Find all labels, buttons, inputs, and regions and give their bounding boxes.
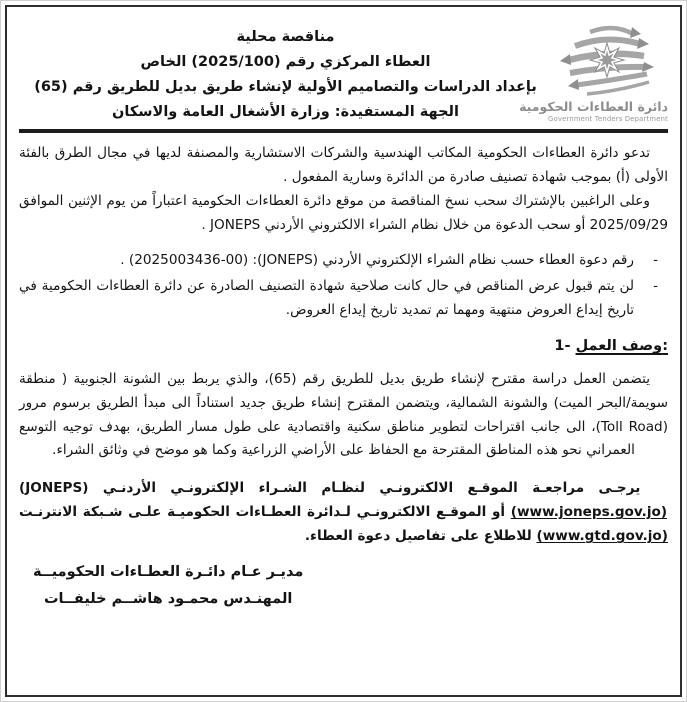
- document-body: [19, 142, 668, 613]
- list-item: [19, 249, 668, 273]
- header-divider: [19, 129, 668, 133]
- classification-validity-note: لن يتم قبول عرض المناقص في حال كانت صلاحية شهادة التصنيف الصادرة عن دائرة العطاءات الحكومية في تاريخ إيداع العروض منتهية ومهما تم تمديد تاريخ إيداع العروض.: [19, 278, 634, 319]
- invitation-paragraph: تدعو دائرة العطاءات الحكومية المكاتب الهندسية والشركات الاستشارية والمصنفة لديها في مجال الطرق بالفئة الأولى (أ) بموجب شهادة تصنيف صادرة من الدائرة وسارية المفعول .: [19, 144, 668, 185]
- signature-name: المهنـدس محمـود هاشــم خليفــات: [43, 590, 293, 607]
- heading-number: 1-: [554, 338, 576, 355]
- participation-paragraph: وعلى الراغبين بالإشتراك سحب نسخ المناقصة من موقع دائرة العطاءات الحكومية اعتباراً من يوم الإثنين الموافق 2025/09/29 أو سحب الدعوة من خلال نظام الشراء الالكتروني الأردني JONEPS .: [19, 192, 668, 233]
- work-description-heading: [19, 334, 668, 360]
- websites-text-segment: أو الموقـع الالكترونـي لـدائرة العطـاءات الحكوميـة علـى شـبكة الانترنـت: [19, 504, 506, 521]
- dash-bullet: -: [653, 252, 658, 269]
- heading-label: وصف العمل:: [575, 338, 668, 355]
- gtd-logo-english-name: Government Tenders Department: [548, 115, 668, 123]
- signature-lines: [33, 559, 303, 613]
- list-item: [19, 275, 668, 323]
- dash-bullet: -: [653, 278, 658, 295]
- notes-list: [19, 249, 668, 323]
- signature-title: مديـر عـام دائـرة العطـاءات الحكوميــة: [33, 564, 304, 581]
- work-description-paragraph: يتضمن العمل دراسة مقترح لإنشاء طريق بديل للطريق رقم (65)، والذي يربط بين الشونة الجنوبية ( منطقة سويمة/البحر الميت) والشونة الشمالية، ويتضمن المقترح إنشاء طريق جديد استناداً الى مبدأ الطريق برسوم مرور (Toll Road)، الى جانب اقتراحات لتطوير مناطق سكنية واقتصادية على طول مسار الطريق، بهدف توجيه التوسع العمراني نحو هذه المناطق المقترحة مع الحفاظ على الأراضي الزراعية وكما هو موضح في وثائق الشراء.: [19, 370, 669, 459]
- gtd-logo: [519, 19, 668, 123]
- gtd-logo-icon: [548, 22, 668, 102]
- tender-title-block: [19, 19, 548, 125]
- signature-block: [19, 559, 668, 613]
- tender-type-line: مناقصة محلية: [236, 29, 335, 45]
- websites-paragraph: [19, 477, 668, 549]
- tender-subject-line: بإعداد الدراسات والتصاميم الأولية لإنشاء طريق بديل للطريق رقم (65): [34, 78, 537, 95]
- document-header: [19, 19, 668, 125]
- websites-text-segment: للاطلاع على تفاصيل دعوة العطاء.: [304, 528, 532, 545]
- websites-text-segment: يرجـى مراجعـة الموقـع الالكترونـي لنظـام الشـراء الإلكترونـي الأردنـي (JONEPS): [19, 480, 641, 497]
- joneps-invitation-number-note: رقم دعوة العطاء حسب نظام الشراء الإلكتروني الأردني (JONEPS): (2025003436-00) .: [120, 252, 634, 269]
- gtd-website-link[interactable]: (www.gtd.gov.jo): [536, 528, 668, 545]
- beneficiary-line: الجهة المستفيدة: وزارة الأشغال العامة والاسكان: [112, 103, 459, 120]
- gtd-logo-arabic-name: دائرة العطاءات الحكومية: [519, 99, 668, 114]
- document-page: [5, 5, 682, 697]
- tender-number-line: العطاء المركزي رقم (2025/100) الخاص: [140, 53, 431, 70]
- joneps-website-link[interactable]: (www.joneps.gov.jo): [510, 504, 668, 521]
